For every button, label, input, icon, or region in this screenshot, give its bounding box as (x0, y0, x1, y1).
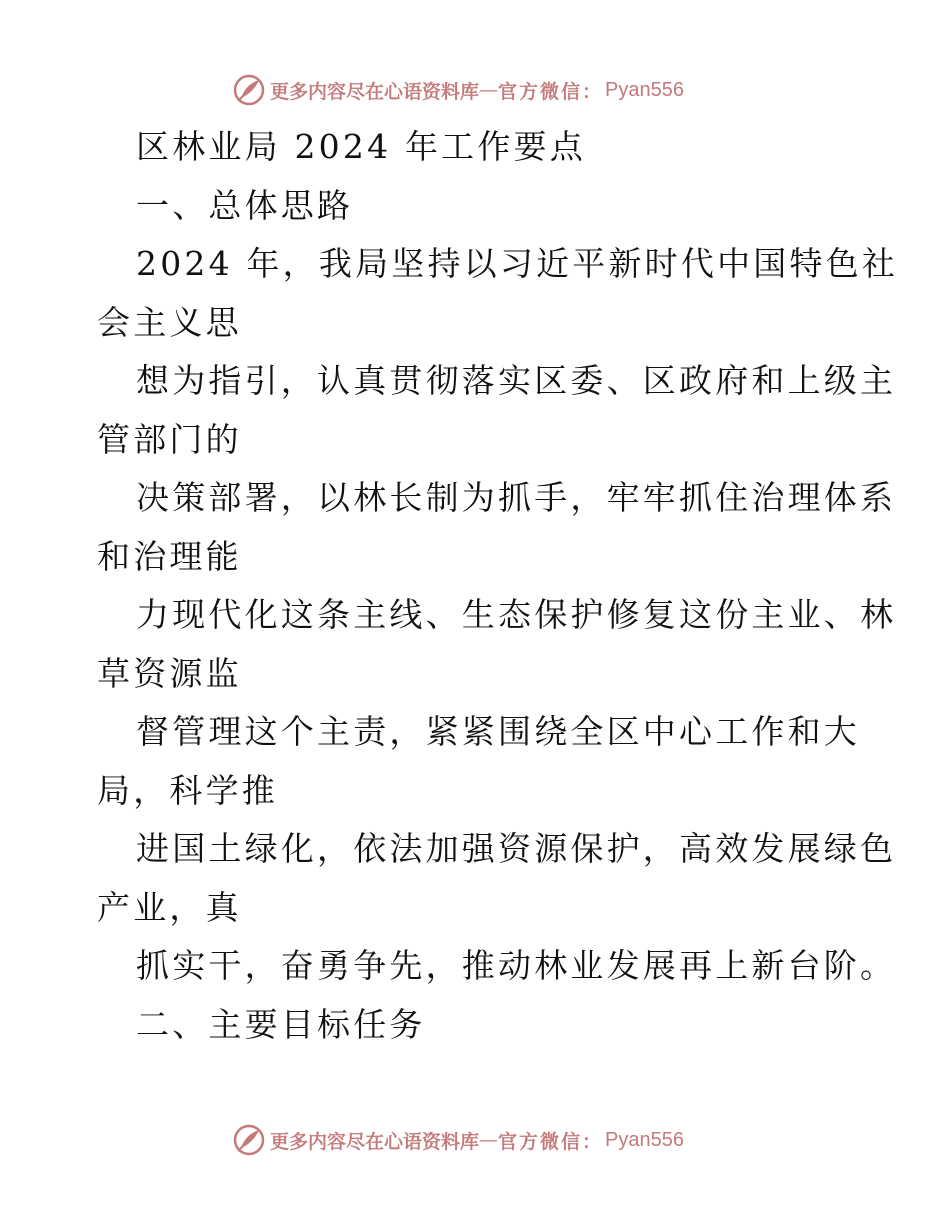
text-line: 进国土绿化，依法加强资源保护，高效发展绿色 (136, 829, 897, 868)
document-body (97, 118, 899, 1054)
text-line: 草资源监 (97, 653, 242, 693)
watermark-main-text: 更多内容尽在心语资料库 (270, 1130, 480, 1153)
watermark-wechat-id: Pyan556 (605, 1128, 684, 1151)
feather-pen-logo-icon (232, 1123, 266, 1157)
text-line: 力现代化这条主线、生态保护修复这份主业、林 (136, 595, 897, 634)
text-line: 和治理能 (97, 536, 242, 576)
text-line: 督管理这个主责，紧紧围绕全区中心工作和大 (136, 712, 860, 751)
text-line: 决策部署，以林长制为抓手，牢牢抓住治理体系 (136, 478, 897, 517)
feather-pen-logo-icon (232, 73, 266, 107)
text-line: 产业，真 (97, 887, 242, 927)
document-title: 区林业局 2024 年工作要点 (136, 127, 586, 166)
text-line: 会主义思 (97, 302, 242, 342)
text-line: 管部门的 (97, 419, 242, 459)
text-line: 想为指引，认真贯彻落实区委、区政府和上级主 (136, 361, 897, 400)
watermark-dash: — (479, 1129, 499, 1151)
watermark-label: 官方微信： (498, 1130, 604, 1153)
text-line: 局，科学推 (97, 770, 278, 810)
text-line: 抓实干，奋勇争先，推动林业发展再上新台阶。 (136, 946, 897, 985)
watermark-label: 官方微信： (498, 80, 604, 103)
watermark-wechat-id: Pyan556 (605, 78, 684, 101)
footer-watermark (232, 1120, 684, 1160)
text-line: 2024 年，我局坚持以习近平新时代中国特色社 (136, 244, 899, 283)
watermark-dash: — (479, 79, 499, 101)
watermark-main-text: 更多内容尽在心语资料库 (270, 80, 480, 103)
text-line: 一、总体思路 (136, 185, 354, 225)
text-line: 二、主要目标任务 (136, 1004, 426, 1044)
header-watermark (232, 70, 684, 110)
